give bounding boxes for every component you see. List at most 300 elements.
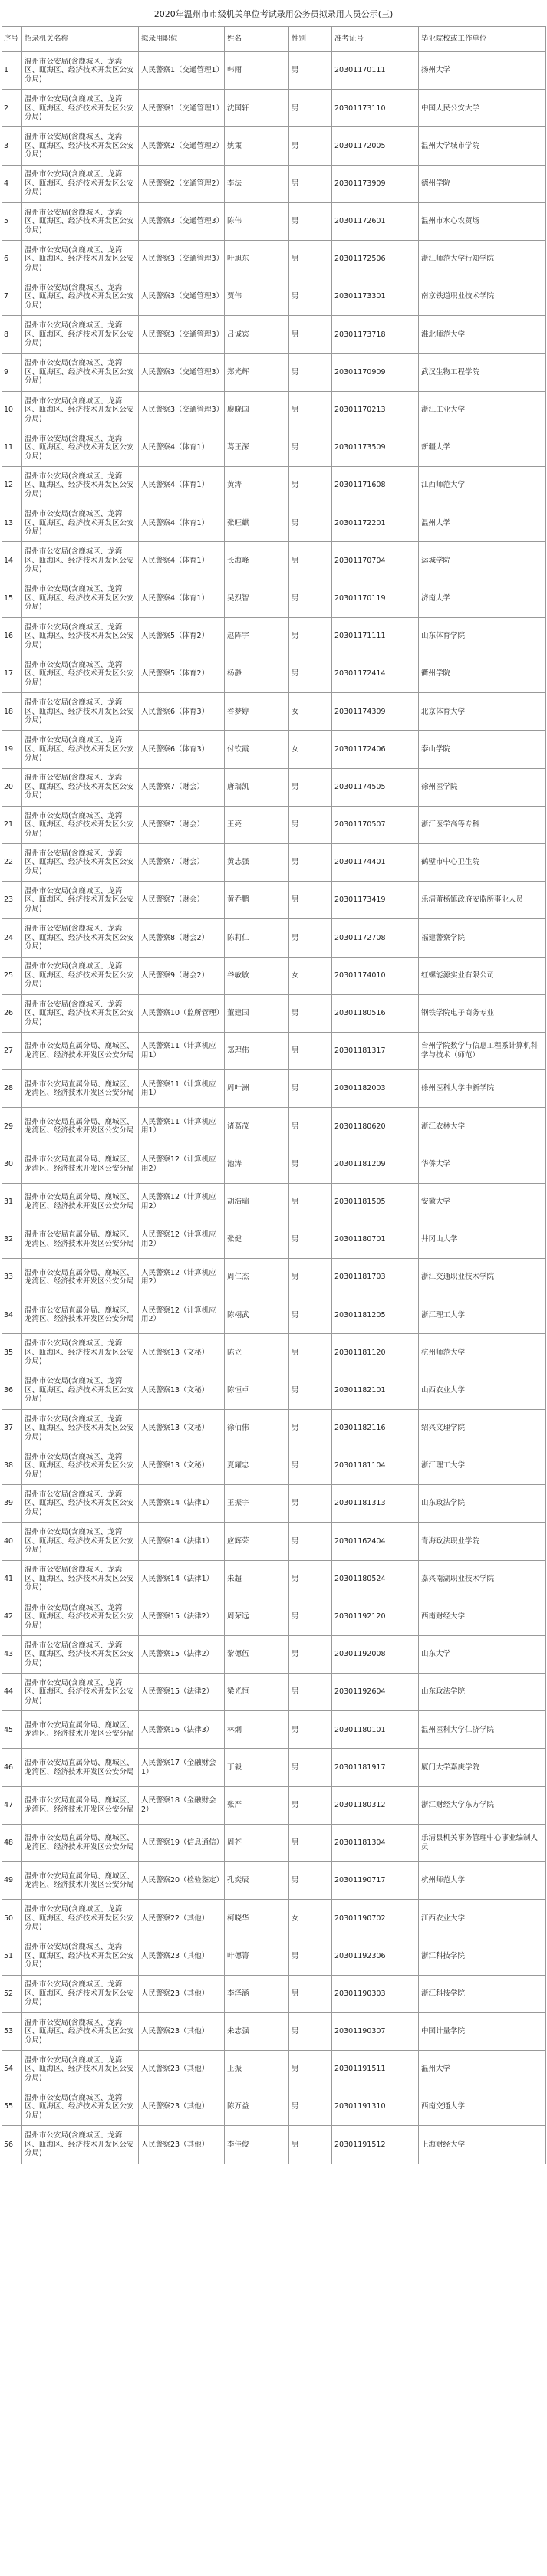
- cell-gender: 男: [289, 1145, 332, 1183]
- cell-agency: 温州市公安局直属分局、鹿城区、龙湾区、经济技术开发区公安分局: [22, 1824, 139, 1861]
- cell-name: 胡浩瑞: [225, 1183, 289, 1221]
- cell-position: 人民警察11（计算机应用1）: [139, 1108, 225, 1145]
- cell-name: 谷梦婷: [225, 693, 289, 731]
- table-row: [2, 1447, 546, 1484]
- cell-index: 18: [2, 693, 22, 731]
- cell-gender: 男: [289, 1108, 332, 1145]
- cell-index: 11: [2, 429, 22, 466]
- cell-position: 人民警察5（体育2）: [139, 617, 225, 655]
- cell-index: 45: [2, 1711, 22, 1749]
- column-header-gender: 性别: [289, 27, 332, 52]
- roster-table: [2, 26, 546, 2164]
- cell-name: 诸葛茂: [225, 1108, 289, 1145]
- table-row: [2, 52, 546, 90]
- cell-gender: 女: [289, 693, 332, 731]
- cell-index: 39: [2, 1485, 22, 1523]
- cell-school: 温州大学: [419, 504, 546, 542]
- cell-exam-id: 20301173110: [332, 90, 419, 127]
- cell-index: 56: [2, 2126, 22, 2164]
- cell-exam-id: 20301190717: [332, 1862, 419, 1900]
- cell-exam-id: 20301180101: [332, 1711, 419, 1749]
- table-row: [2, 1711, 546, 1749]
- cell-position: 人民警察7（财会）: [139, 843, 225, 881]
- cell-position: 人民警察22（其他）: [139, 1900, 225, 1937]
- cell-position: 人民警察3（交通管理3）: [139, 391, 225, 429]
- cell-gender: 男: [289, 127, 332, 165]
- cell-exam-id: 20301181313: [332, 1485, 419, 1523]
- cell-gender: 男: [289, 1786, 332, 1824]
- cell-school: 上海财经大学: [419, 2126, 546, 2164]
- cell-school: 山西农业大学: [419, 1372, 546, 1409]
- cell-position: 人民警察14（法律1）: [139, 1523, 225, 1560]
- cell-name: 黄乔鹏: [225, 882, 289, 919]
- cell-school: 浙江理工大学: [419, 1447, 546, 1484]
- cell-name: 叶旭东: [225, 240, 289, 278]
- cell-gender: 男: [289, 90, 332, 127]
- cell-index: 6: [2, 240, 22, 278]
- cell-gender: 男: [289, 1259, 332, 1296]
- cell-school: 济南大学: [419, 580, 546, 617]
- cell-gender: 女: [289, 731, 332, 768]
- cell-gender: 男: [289, 504, 332, 542]
- cell-name: 李佳俊: [225, 2126, 289, 2164]
- cell-exam-id: 20301181917: [332, 1749, 419, 1786]
- cell-index: 15: [2, 580, 22, 617]
- cell-agency: 温州市公安局(含鹿城区、龙湾区、瓯海区、经济技术开发区公安分局): [22, 165, 139, 202]
- cell-index: 25: [2, 957, 22, 994]
- cell-name: 应辉荣: [225, 1523, 289, 1560]
- cell-gender: 男: [289, 1560, 332, 1598]
- cell-gender: 男: [289, 1447, 332, 1484]
- cell-school: 乐清县机关事务管理中心事业编制人员: [419, 1824, 546, 1861]
- cell-gender: 男: [289, 542, 332, 580]
- table-body: [2, 52, 546, 2164]
- cell-gender: 男: [289, 429, 332, 466]
- cell-exam-id: 20301170507: [332, 806, 419, 843]
- cell-school: 浙江农林大学: [419, 1108, 546, 1145]
- cell-agency: 温州市公安局直属分局、鹿城区、龙湾区、经济技术开发区公安分局: [22, 1296, 139, 1334]
- table-row: [2, 1032, 546, 1070]
- cell-position: 人民警察18（金融财会2）: [139, 1786, 225, 1824]
- cell-index: 21: [2, 806, 22, 843]
- cell-index: 51: [2, 1937, 22, 1975]
- cell-exam-id: 20301174401: [332, 843, 419, 881]
- cell-gender: 男: [289, 1296, 332, 1334]
- cell-position: 人民警察4（体育1）: [139, 429, 225, 466]
- cell-school: 嘉兴南湖职业技术学院: [419, 1560, 546, 1598]
- cell-school: 钢铁学院电子商务专业: [419, 994, 546, 1032]
- cell-position: 人民警察12（计算机应用2）: [139, 1145, 225, 1183]
- cell-gender: 女: [289, 957, 332, 994]
- cell-index: 5: [2, 202, 22, 240]
- cell-gender: 男: [289, 52, 332, 90]
- cell-school: 浙江医学高等专科: [419, 806, 546, 843]
- cell-exam-id: 20301181209: [332, 1145, 419, 1183]
- cell-gender: 男: [289, 1523, 332, 1560]
- cell-gender: 男: [289, 2126, 332, 2164]
- cell-exam-id: 20301181505: [332, 1183, 419, 1221]
- cell-school: 江西师范大学: [419, 467, 546, 504]
- cell-school: 扬州大学: [419, 52, 546, 90]
- cell-gender: 男: [289, 1070, 332, 1108]
- cell-school: 衢州学院: [419, 656, 546, 693]
- cell-agency: 温州市公安局(含鹿城区、龙湾区、瓯海区、经济技术开发区公安分局): [22, 843, 139, 881]
- cell-gender: 男: [289, 1975, 332, 2013]
- table-row: [2, 1862, 546, 1900]
- table-row: [2, 1334, 546, 1372]
- cell-name: 陈恒卓: [225, 1372, 289, 1409]
- cell-school: 温州市水心农贸场: [419, 202, 546, 240]
- table-row: [2, 1221, 546, 1258]
- cell-position: 人民警察19（信息通信）: [139, 1824, 225, 1861]
- cell-agency: 温州市公安局(含鹿城区、龙湾区、瓯海区、经济技术开发区公安分局): [22, 806, 139, 843]
- table-row: [2, 1409, 546, 1447]
- document: [0, 2, 547, 2164]
- column-header-exam-id: 准考证号: [332, 27, 419, 52]
- cell-agency: 温州市公安局(含鹿城区、龙湾区、瓯海区、经济技术开发区公安分局): [22, 542, 139, 580]
- column-header-index: 序号: [2, 27, 22, 52]
- cell-position: 人民警察3（交通管理3）: [139, 316, 225, 353]
- cell-school: 华侨大学: [419, 1145, 546, 1183]
- cell-name: 陈莉仁: [225, 919, 289, 957]
- cell-position: 人民警察12（计算机应用2）: [139, 1259, 225, 1296]
- cell-school: 武汉生物工程学院: [419, 353, 546, 391]
- table-row: [2, 957, 546, 994]
- cell-agency: 温州市公安局(含鹿城区、龙湾区、瓯海区、经济技术开发区公安分局): [22, 882, 139, 919]
- cell-position: 人民警察4（体育1）: [139, 542, 225, 580]
- cell-position: 人民警察13（文秘）: [139, 1447, 225, 1484]
- cell-school: 中国计量学院: [419, 2013, 546, 2050]
- cell-exam-id: 20301170119: [332, 580, 419, 617]
- cell-gender: 男: [289, 806, 332, 843]
- cell-exam-id: 20301173509: [332, 429, 419, 466]
- cell-index: 33: [2, 1259, 22, 1296]
- cell-index: 52: [2, 1975, 22, 2013]
- table-row: [2, 1937, 546, 1975]
- cell-exam-id: 20301180312: [332, 1786, 419, 1824]
- cell-school: 温州大学城市学院: [419, 127, 546, 165]
- cell-name: 郑理伟: [225, 1032, 289, 1070]
- cell-agency: 温州市公安局(含鹿城区、龙湾区、瓯海区、经济技术开发区公安分局): [22, 1937, 139, 1975]
- cell-agency: 温州市公安局直属分局、鹿城区、龙湾区、经济技术开发区公安分局: [22, 1862, 139, 1900]
- cell-school: 台州学院数学与信息工程系计算机科学与技术（师范）: [419, 1032, 546, 1070]
- cell-name: 韩雨: [225, 52, 289, 90]
- cell-name: 陈伟: [225, 202, 289, 240]
- cell-agency: 温州市公安局(含鹿城区、龙湾区、瓯海区、经济技术开发区公安分局): [22, 2013, 139, 2050]
- cell-name: 李法: [225, 165, 289, 202]
- cell-exam-id: 20301190303: [332, 1975, 419, 2013]
- cell-gender: 男: [289, 467, 332, 504]
- table-row: [2, 1598, 546, 1635]
- cell-index: 48: [2, 1824, 22, 1861]
- cell-position: 人民警察23（其他）: [139, 2126, 225, 2164]
- cell-gender: 男: [289, 1409, 332, 1447]
- cell-agency: 温州市公安局(含鹿城区、龙湾区、瓯海区、经济技术开发区公安分局): [22, 353, 139, 391]
- table-row: [2, 165, 546, 202]
- cell-name: 孔奕辰: [225, 1862, 289, 1900]
- cell-position: 人民警察4（体育1）: [139, 467, 225, 504]
- cell-gender: 女: [289, 1900, 332, 1937]
- cell-exam-id: 20301181104: [332, 1447, 419, 1484]
- cell-gender: 男: [289, 2013, 332, 2050]
- cell-index: 50: [2, 1900, 22, 1937]
- table-row: [2, 1296, 546, 1334]
- table-row: [2, 1145, 546, 1183]
- cell-position: 人民警察16（法律3）: [139, 1711, 225, 1749]
- cell-index: 37: [2, 1409, 22, 1447]
- cell-position: 人民警察13（文秘）: [139, 1409, 225, 1447]
- cell-school: 西南财经大学: [419, 1598, 546, 1635]
- cell-gender: 男: [289, 768, 332, 806]
- page-title: 2020年温州市市级机关单位考试录用公务员拟录用人员公示(三): [2, 2, 545, 26]
- cell-index: 53: [2, 2013, 22, 2050]
- cell-school: 鹤壁市中心卫生院: [419, 843, 546, 881]
- cell-position: 人民警察2（交通管理2）: [139, 127, 225, 165]
- cell-school: 泰山学院: [419, 731, 546, 768]
- cell-index: 40: [2, 1523, 22, 1560]
- table-row: [2, 843, 546, 881]
- cell-name: 张健: [225, 1221, 289, 1258]
- cell-name: 叶德箐: [225, 1937, 289, 1975]
- cell-name: 池涛: [225, 1145, 289, 1183]
- cell-exam-id: 20301173909: [332, 165, 419, 202]
- cell-agency: 温州市公安局(含鹿城区、龙湾区、瓯海区、经济技术开发区公安分局): [22, 580, 139, 617]
- cell-exam-id: 20301181317: [332, 1032, 419, 1070]
- cell-school: 浙江工业大学: [419, 391, 546, 429]
- cell-name: 葛王深: [225, 429, 289, 466]
- table-header-row: [2, 27, 546, 52]
- cell-agency: 温州市公安局(含鹿城区、龙湾区、瓯海区、经济技术开发区公安分局): [22, 316, 139, 353]
- cell-name: 姚策: [225, 127, 289, 165]
- cell-gender: 男: [289, 882, 332, 919]
- table-row: [2, 127, 546, 165]
- table-row: [2, 1183, 546, 1221]
- cell-index: 16: [2, 617, 22, 655]
- cell-index: 10: [2, 391, 22, 429]
- cell-school: 杭州师范大学: [419, 1862, 546, 1900]
- cell-agency: 温州市公安局(含鹿城区、龙湾区、瓯海区、经济技术开发区公安分局): [22, 1447, 139, 1484]
- table-row: [2, 504, 546, 542]
- cell-gender: 男: [289, 1221, 332, 1258]
- cell-gender: 男: [289, 1937, 332, 1975]
- cell-school: 厦门大学嘉庚学院: [419, 1749, 546, 1786]
- cell-position: 人民警察3（交通管理3）: [139, 240, 225, 278]
- cell-index: 28: [2, 1070, 22, 1108]
- cell-position: 人民警察12（计算机应用2）: [139, 1183, 225, 1221]
- table-row: [2, 202, 546, 240]
- cell-school: 红螺能源实业有限公司: [419, 957, 546, 994]
- cell-school: 绍兴文理学院: [419, 1409, 546, 1447]
- cell-index: 3: [2, 127, 22, 165]
- cell-gender: 男: [289, 1674, 332, 1711]
- table-row: [2, 1372, 546, 1409]
- cell-name: 黄志强: [225, 843, 289, 881]
- cell-school: 温州大学: [419, 2050, 546, 2088]
- cell-name: 郑光辉: [225, 353, 289, 391]
- cell-agency: 温州市公安局(含鹿城区、龙湾区、瓯海区、经济技术开发区公安分局): [22, 1598, 139, 1635]
- cell-agency: 温州市公安局(含鹿城区、龙湾区、瓯海区、经济技术开发区公安分局): [22, 1334, 139, 1372]
- table-row: [2, 1635, 546, 1673]
- cell-name: 梁光恒: [225, 1674, 289, 1711]
- cell-index: 12: [2, 467, 22, 504]
- cell-name: 张旺麒: [225, 504, 289, 542]
- cell-gender: 男: [289, 1824, 332, 1861]
- cell-position: 人民警察13（文秘）: [139, 1372, 225, 1409]
- cell-school: 西南交通大学: [419, 2088, 546, 2126]
- cell-gender: 男: [289, 353, 332, 391]
- cell-agency: 温州市公安局(含鹿城区、龙湾区、瓯海区、经济技术开发区公安分局): [22, 1674, 139, 1711]
- cell-agency: 温州市公安局直属分局、鹿城区、龙湾区、经济技术开发区公安分局: [22, 1145, 139, 1183]
- cell-index: 14: [2, 542, 22, 580]
- cell-agency: 温州市公安局直属分局、鹿城区、龙湾区、经济技术开发区公安分局: [22, 1221, 139, 1258]
- cell-name: 沈国轩: [225, 90, 289, 127]
- cell-exam-id: 20301180620: [332, 1108, 419, 1145]
- cell-exam-id: 20301191512: [332, 2126, 419, 2164]
- cell-exam-id: 20301192120: [332, 1598, 419, 1635]
- cell-name: 徐佰伟: [225, 1409, 289, 1447]
- cell-agency: 温州市公安局(含鹿城区、龙湾区、瓯海区、经济技术开发区公安分局): [22, 90, 139, 127]
- cell-gender: 男: [289, 391, 332, 429]
- cell-name: 柯晓华: [225, 1900, 289, 1937]
- cell-index: 55: [2, 2088, 22, 2126]
- table-row: [2, 617, 546, 655]
- table-row: [2, 1749, 546, 1786]
- table-row: [2, 656, 546, 693]
- cell-gender: 男: [289, 202, 332, 240]
- cell-school: 山东体育学院: [419, 617, 546, 655]
- cell-exam-id: 20301181703: [332, 1259, 419, 1296]
- table-row: [2, 542, 546, 580]
- cell-index: 35: [2, 1334, 22, 1372]
- cell-position: 人民警察20（检验鉴定）: [139, 1862, 225, 1900]
- cell-agency: 温州市公安局(含鹿城区、龙湾区、瓯海区、经济技术开发区公安分局): [22, 52, 139, 90]
- cell-index: 19: [2, 731, 22, 768]
- cell-position: 人民警察1（交通管理1）: [139, 90, 225, 127]
- cell-school: 浙江科技学院: [419, 1937, 546, 1975]
- cell-gender: 男: [289, 1334, 332, 1372]
- cell-gender: 男: [289, 1372, 332, 1409]
- cell-school: 浙江科技学院: [419, 1975, 546, 2013]
- cell-index: 23: [2, 882, 22, 919]
- cell-name: 陈栩武: [225, 1296, 289, 1334]
- table-row: [2, 2088, 546, 2126]
- cell-gender: 男: [289, 1862, 332, 1900]
- cell-name: 谷敏敏: [225, 957, 289, 994]
- cell-position: 人民警察6（体育3）: [139, 693, 225, 731]
- cell-agency: 温州市公安局直属分局、鹿城区、龙湾区、经济技术开发区公安分局: [22, 1070, 139, 1108]
- cell-name: 王亮: [225, 806, 289, 843]
- cell-index: 30: [2, 1145, 22, 1183]
- cell-exam-id: 20301181120: [332, 1334, 419, 1372]
- cell-agency: 温州市公安局(含鹿城区、龙湾区、瓯海区、经济技术开发区公安分局): [22, 2126, 139, 2164]
- cell-school: 乐清莆杨镇政府安监所事业人员: [419, 882, 546, 919]
- cell-index: 34: [2, 1296, 22, 1334]
- cell-name: 周叶洲: [225, 1070, 289, 1108]
- cell-name: 唐瑞凯: [225, 768, 289, 806]
- cell-name: 夏耀忠: [225, 1447, 289, 1484]
- cell-agency: 温州市公安局(含鹿城区、龙湾区、瓯海区、经济技术开发区公安分局): [22, 2088, 139, 2126]
- cell-exam-id: 20301181304: [332, 1824, 419, 1861]
- cell-gender: 男: [289, 316, 332, 353]
- cell-exam-id: 20301190307: [332, 2013, 419, 2050]
- cell-school: 青海政法职业学院: [419, 1523, 546, 1560]
- cell-gender: 男: [289, 843, 332, 881]
- cell-position: 人民警察23（其他）: [139, 2013, 225, 2050]
- cell-agency: 温州市公安局(含鹿城区、龙湾区、瓯海区、经济技术开发区公安分局): [22, 127, 139, 165]
- cell-agency: 温州市公安局(含鹿城区、龙湾区、瓯海区、经济技术开发区公安分局): [22, 504, 139, 542]
- cell-school: 运城学院: [419, 542, 546, 580]
- cell-agency: 温州市公安局(含鹿城区、龙湾区、瓯海区、经济技术开发区公安分局): [22, 429, 139, 466]
- table-row: [2, 994, 546, 1032]
- cell-position: 人民警察5（体育2）: [139, 656, 225, 693]
- cell-name: 周仁杰: [225, 1259, 289, 1296]
- cell-index: 54: [2, 2050, 22, 2088]
- table-row: [2, 90, 546, 127]
- table-row: [2, 580, 546, 617]
- cell-position: 人民警察3（交通管理3）: [139, 353, 225, 391]
- cell-agency: 温州市公安局(含鹿城区、龙湾区、瓯海区、经济技术开发区公安分局): [22, 1975, 139, 2013]
- cell-index: 2: [2, 90, 22, 127]
- cell-exam-id: 20301170704: [332, 542, 419, 580]
- cell-position: 人民警察10（监所管理）: [139, 994, 225, 1032]
- cell-gender: 男: [289, 2050, 332, 2088]
- cell-school: 江西农业大学: [419, 1900, 546, 1937]
- table-row: [2, 1786, 546, 1824]
- cell-agency: 温州市公安局(含鹿城区、龙湾区、瓯海区、经济技术开发区公安分局): [22, 202, 139, 240]
- cell-exam-id: 20301191511: [332, 2050, 419, 2088]
- cell-exam-id: 20301172201: [332, 504, 419, 542]
- cell-index: 7: [2, 278, 22, 316]
- table-row: [2, 1975, 546, 2013]
- cell-agency: 温州市公安局(含鹿城区、龙湾区、瓯海区、经济技术开发区公安分局): [22, 278, 139, 316]
- table-row: [2, 1900, 546, 1937]
- cell-agency: 温州市公安局(含鹿城区、龙湾区、瓯海区、经济技术开发区公安分局): [22, 768, 139, 806]
- cell-position: 人民警察2（交通管理2）: [139, 165, 225, 202]
- cell-position: 人民警察7（财会）: [139, 768, 225, 806]
- cell-agency: 温州市公安局(含鹿城区、龙湾区、瓯海区、经济技术开发区公安分局): [22, 2050, 139, 2088]
- cell-index: 42: [2, 1598, 22, 1635]
- cell-name: 朱志强: [225, 2013, 289, 2050]
- table-row: [2, 919, 546, 957]
- cell-name: 陈万益: [225, 2088, 289, 2126]
- cell-agency: 温州市公安局直属分局、鹿城区、龙湾区、经济技术开发区公安分局: [22, 1786, 139, 1824]
- cell-exam-id: 20301174505: [332, 768, 419, 806]
- cell-exam-id: 20301180516: [332, 994, 419, 1032]
- column-header-agency: 招录机关名称: [22, 27, 139, 52]
- cell-school: 山东大学: [419, 1635, 546, 1673]
- table-row: [2, 316, 546, 353]
- cell-name: 廖晓国: [225, 391, 289, 429]
- cell-gender: 男: [289, 919, 332, 957]
- cell-position: 人民警察7（财会）: [139, 806, 225, 843]
- cell-agency: 温州市公安局直属分局、鹿城区、龙湾区、经济技术开发区公安分局: [22, 1032, 139, 1070]
- cell-name: 周芥: [225, 1824, 289, 1861]
- cell-position: 人民警察17（金融财会1）: [139, 1749, 225, 1786]
- cell-gender: 男: [289, 1749, 332, 1786]
- cell-index: 20: [2, 768, 22, 806]
- cell-gender: 男: [289, 165, 332, 202]
- cell-name: 李泽涵: [225, 1975, 289, 2013]
- cell-school: 浙江交通职业技术学院: [419, 1259, 546, 1296]
- cell-position: 人民警察3（交通管理3）: [139, 202, 225, 240]
- cell-exam-id: 20301172005: [332, 127, 419, 165]
- cell-name: 杨静: [225, 656, 289, 693]
- cell-agency: 温州市公安局(含鹿城区、龙湾区、瓯海区、经济技术开发区公安分局): [22, 919, 139, 957]
- cell-gender: 男: [289, 1032, 332, 1070]
- cell-position: 人民警察11（计算机应用1）: [139, 1032, 225, 1070]
- cell-exam-id: 20301162404: [332, 1523, 419, 1560]
- cell-exam-id: 20301173718: [332, 316, 419, 353]
